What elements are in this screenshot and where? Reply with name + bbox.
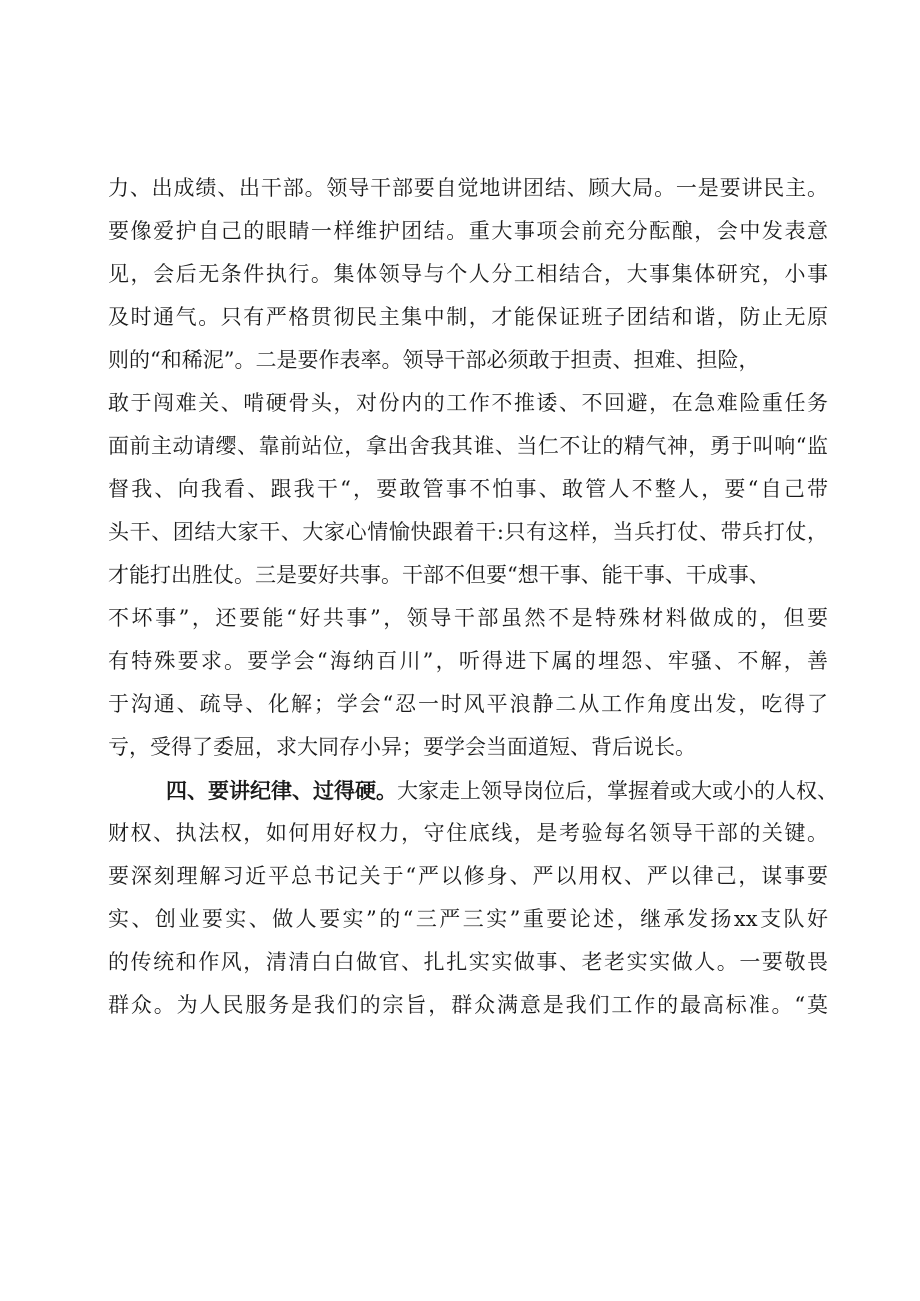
text-line: 面前主动请缨、靠前站位，拿出舍我其谁、当仁不让的精气神，勇于叫响“监 bbox=[108, 434, 828, 458]
text-line: 及时通气。只有严格贯彻民主集中制，才能保证班子团结和谐，防止无原 bbox=[108, 305, 828, 329]
document-body bbox=[108, 167, 838, 1027]
text-line: 敢于闯难关、啃硬骨头，对份内的工作不推诿、不回避，在急难险重任务 bbox=[108, 391, 828, 415]
section-heading: 四、要讲纪律、过得硬。 bbox=[166, 778, 397, 803]
paragraph-1 bbox=[108, 167, 828, 769]
text-line: 则的“和稀泥”。二是要作表率。领导干部必须敢于担责、担难、担险， bbox=[108, 348, 760, 372]
text-line: 财权、执法权，如何用好权力，守住底线，是考验每名领导干部的关键。 bbox=[108, 821, 828, 845]
text-line: 督我、向我看、跟我干“，要敢管事不怕事、敢管人不整人，要“自己带 bbox=[108, 477, 828, 501]
text-line: 见，会后无条件执行。集体领导与个人分工相结合，大事集体研究，小事 bbox=[108, 262, 828, 286]
text-line: 力、出成绩、出干部。领导干部要自觉地讲团结、顾大局。一是要讲民主。 bbox=[108, 176, 828, 200]
text-line: 的传统和作风，清清白白做官、扎扎实实做事、老老实实做人。一要敬畏 bbox=[108, 950, 828, 974]
text-line: 才能打出胜仗。三是要好共事。干部不但要“想干事、能干事、干成事、 bbox=[108, 563, 770, 587]
text-line: 实、创业要实、做人要实”的“三严三实”重要论述，继承发扬xx支队好 bbox=[108, 907, 828, 931]
text-line: 亏，受得了委屈，求大同存小异；要学会当面道短、背后说长。 bbox=[108, 735, 696, 759]
text-line: 要深刻理解习近平总书记关于“严以修身、严以用权、严以律己，谋事要 bbox=[108, 864, 828, 888]
text-line: 头干、团结大家干、大家心情愉快跟着干:只有这样，当兵打仗、带兵打仗， bbox=[108, 520, 828, 544]
text-line: 群众。为人民服务是我们的宗旨，群众满意是我们工作的最高标准。“莫 bbox=[108, 993, 828, 1017]
paragraph-first-line bbox=[108, 769, 838, 812]
text-line: 于沟通、疏导、化解；学会“忍一时风平浪静二从工作角度出发，吃得了 bbox=[108, 692, 828, 716]
text-span: 大家走上领导岗位后，掌握着或大或小的人权、 bbox=[397, 779, 838, 803]
text-line: 有特殊要求。要学会“海纳百川”，听得进下属的埋怨、牢骚、不解，善 bbox=[108, 649, 828, 673]
text-line: 不坏事”，还要能“好共事”，领导干部虽然不是特殊材料做成的，但要 bbox=[108, 606, 828, 630]
paragraph-2 bbox=[108, 769, 838, 1027]
text-line: 要像爱护自己的眼睛一样维护团结。重大事项会前充分酝酿，会中发表意 bbox=[108, 219, 828, 243]
